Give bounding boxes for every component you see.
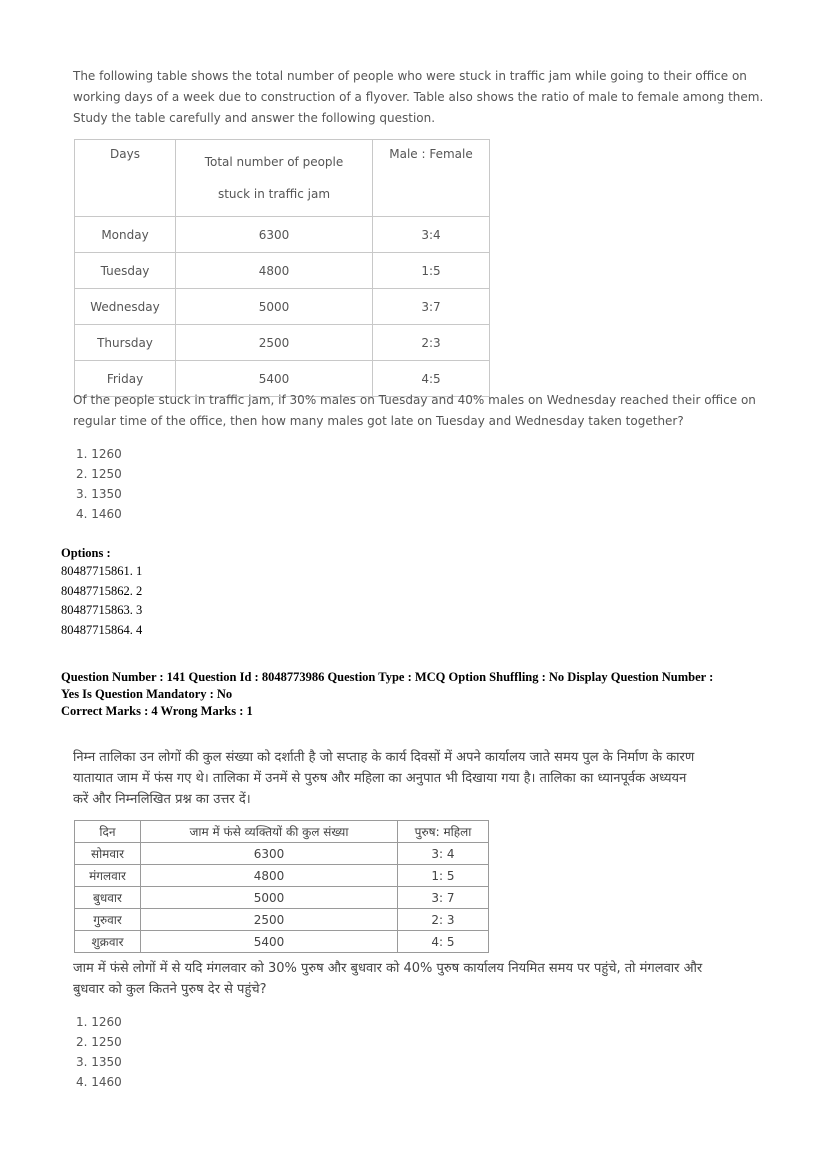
option-item: 80487715863. 3 [61, 603, 143, 617]
table-row [75, 843, 489, 865]
cell-total: 5000 [176, 289, 373, 325]
options-section [61, 545, 142, 640]
cell-ratio: 4: 5 [398, 931, 489, 953]
header-total-line: stuck in traffic jam [217, 187, 331, 201]
cell-total: 4800 [141, 865, 398, 887]
q1-question-line: regular time of the office, then how many males got late on Tuesday and Wednesday taken together? [73, 414, 684, 428]
q2-question-line: जाम में फंसे लोगों में से यदि मंगलवार को 30% पुरुष और बुधवार को 40% पुरुष कार्यालय नियमित समय पर पहुंचे, तो मंगलवार और [73, 961, 703, 976]
options-heading: Options : [61, 546, 111, 560]
cell-total: 2500 [141, 909, 398, 931]
cell-ratio: 2:3 [373, 325, 490, 361]
meta-line: Correct Marks : 4 Wrong Marks : 1 [61, 704, 253, 718]
choice-item: 4. 1460 [76, 1075, 122, 1089]
cell-day: शुक्रवार [75, 931, 141, 953]
choice-item: 3. 1350 [76, 487, 122, 501]
table-row [75, 865, 489, 887]
q2-intro [73, 747, 694, 810]
header-total: जाम में फंसे व्यक्तियों की कुल संख्या [141, 821, 398, 843]
header-total [176, 140, 373, 217]
q2-choices [76, 1012, 122, 1092]
header-ratio: पुरुष: महिला [398, 821, 489, 843]
q2-question [73, 958, 702, 1000]
q2-data-table [74, 820, 489, 953]
choice-item: 1. 1260 [76, 1015, 122, 1029]
q2-intro-line: करें और निम्नलिखित प्रश्न का उत्तर दें। [73, 792, 251, 807]
header-total-line: Total number of people [204, 155, 344, 169]
q1-question [73, 390, 756, 432]
header-day: दिन [75, 821, 141, 843]
cell-ratio: 3:4 [373, 217, 490, 253]
choice-item: 2. 1250 [76, 1035, 122, 1049]
option-item: 80487715862. 2 [61, 583, 143, 598]
cell-day: Monday [75, 217, 176, 253]
q1-data-table [74, 139, 490, 397]
table-row [75, 289, 490, 325]
question-meta [61, 669, 713, 720]
cell-ratio: 4:5 [373, 361, 490, 397]
header-days: Days [75, 140, 176, 217]
cell-total: 6300 [176, 217, 373, 253]
option-item: 80487715861. 1 [61, 564, 143, 578]
choice-item: 4. 1460 [76, 507, 122, 521]
choice-item: 1. 1260 [76, 447, 122, 461]
cell-total: 5400 [141, 931, 398, 953]
cell-day: Wednesday [75, 289, 176, 325]
q2-intro-line: निम्न तालिका उन लोगों की कुल संख्या को दर्शाती है जो सप्ताह के कार्य दिवसों में अपने कार्यालय जाते समय पुल के निर्माण के कारण [73, 750, 695, 765]
cell-ratio: 1: 5 [398, 865, 489, 887]
meta-line: Question Number : 141 Question Id : 8048773986 Question Type : MCQ Option Shuffling : No Display Question Number : [61, 670, 714, 684]
cell-total: 5000 [141, 887, 398, 909]
header-ratio: Male : Female [373, 140, 490, 217]
q1-intro-line: The following table shows the total number of people who were stuck in traffic jam while going to their office on [73, 69, 747, 83]
table-row [75, 931, 489, 953]
cell-day: Friday [75, 361, 176, 397]
cell-day: Tuesday [75, 253, 176, 289]
q1-intro-line: Study the table carefully and answer the following question. [73, 111, 436, 125]
q1-intro [73, 66, 763, 129]
table-row [75, 887, 489, 909]
cell-ratio: 1:5 [373, 253, 490, 289]
meta-line: Yes Is Question Mandatory : No [61, 687, 233, 701]
cell-ratio: 2: 3 [398, 909, 489, 931]
cell-total: 6300 [141, 843, 398, 865]
cell-day: सोमवार [75, 843, 141, 865]
table-row [75, 325, 490, 361]
q2-question-line: बुधवार को कुल कितने पुरुष देर से पहुंचे? [73, 982, 267, 997]
choice-item: 3. 1350 [76, 1055, 122, 1069]
table-row [75, 217, 490, 253]
table-header-row [75, 140, 490, 217]
cell-total: 5400 [176, 361, 373, 397]
choice-item: 2. 1250 [76, 467, 122, 481]
cell-day: गुरुवार [75, 909, 141, 931]
q1-intro-line: working days of a week due to construction of a flyover. Table also shows the ratio of male to female among them. [73, 90, 764, 104]
cell-day: मंगलवार [75, 865, 141, 887]
cell-ratio: 3: 7 [398, 887, 489, 909]
table-row [75, 909, 489, 931]
q1-choices [76, 444, 122, 524]
q1-question-line: Of the people stuck in traffic jam, if 30% males on Tuesday and 40% males on Wednesday reached their office on [73, 393, 756, 407]
option-item: 80487715864. 4 [61, 622, 143, 637]
q2-intro-line: यातायात जाम में फंस गए थे। तालिका में उनमें से पुरुष और महिला का अनुपात भी दिखाया गया है। तालिका का ध्यानपूर्वक अध्ययन [73, 771, 687, 786]
table-header-row [75, 821, 489, 843]
cell-day: बुधवार [75, 887, 141, 909]
cell-ratio: 3: 4 [398, 843, 489, 865]
cell-total: 2500 [176, 325, 373, 361]
cell-day: Thursday [75, 325, 176, 361]
cell-total: 4800 [176, 253, 373, 289]
table-row [75, 253, 490, 289]
cell-ratio: 3:7 [373, 289, 490, 325]
